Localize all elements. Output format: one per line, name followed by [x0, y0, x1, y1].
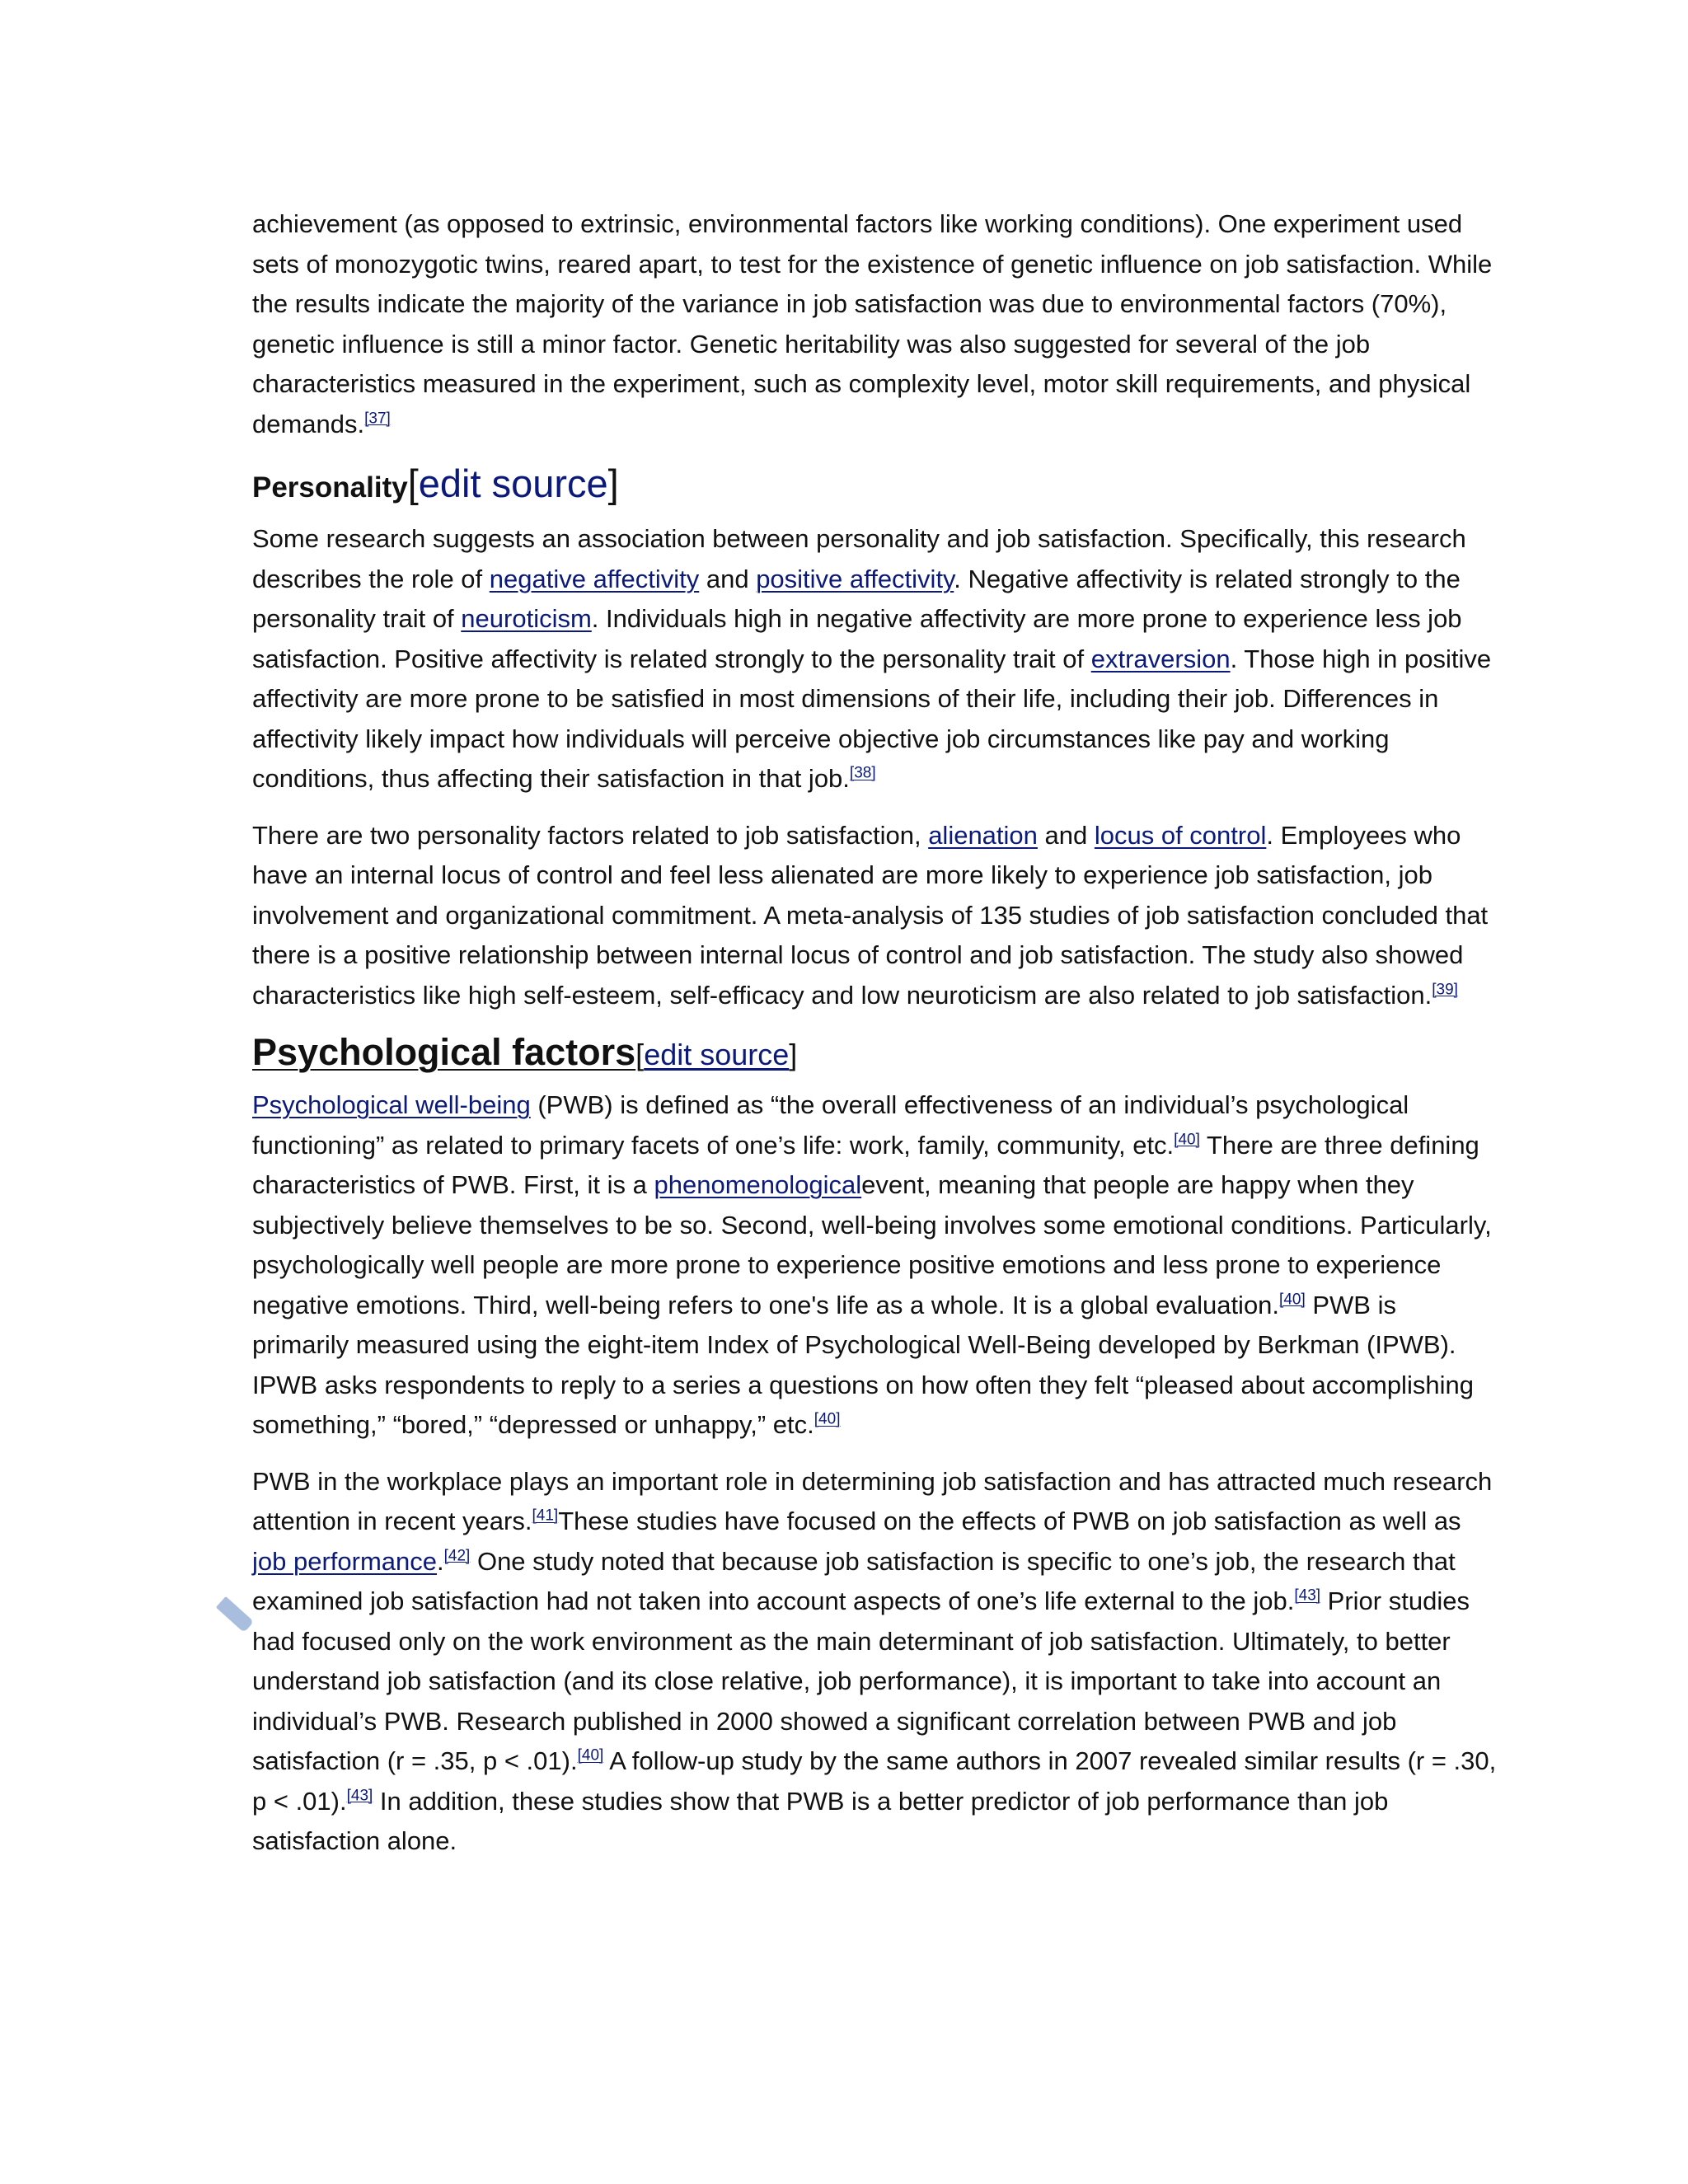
citation-40[interactable]: [40] — [1174, 1131, 1200, 1149]
link-neuroticism[interactable]: neuroticism — [461, 604, 592, 633]
paragraph-affectivity: Some research suggests an association between personality and job satisfaction. Specifically, this research describes the role of negative affectivity and positive affectivity. Negative affectivity is related strongly to the personality trait of neuroticism. Individuals high in negative affectivity are more prone to experience less job satisfaction. Positive affectivity is related strongly to the personality trait of extraversion. Those high in positive affectivity are more prone to be satisfied in most dimensions of their life, including their job. Differences in affectivity likely impact how individuals will perceive objective job circumstances like pay and working conditions, thus affecting their satisfaction in that job.[38] — [252, 524, 1492, 793]
link-positive-affectivity[interactable]: positive affectivity — [756, 564, 954, 593]
link-psychological-well-being[interactable]: Psychological well-being — [252, 1090, 531, 1119]
pencil-icon — [216, 1596, 254, 1633]
citation-39[interactable]: [39] — [1432, 981, 1458, 999]
citation-40[interactable]: [40] — [577, 1746, 604, 1765]
citation-38[interactable]: [38] — [849, 764, 876, 782]
citation-41[interactable]: [41] — [532, 1507, 559, 1525]
citation-43[interactable]: [43] — [346, 1787, 373, 1805]
paragraph-locus-of-control: There are two personality factors related to job satisfaction, alienation and locus of control. Employees who have an internal locus of control and feel less alienated are more likely to experience job satisfaction, job involvement and organizational commitment. A meta-analysis of 135 studies of job satisfaction concluded that there is a positive relationship between internal locus of control and job satisfaction. The study also showed characteristics like high self-esteem, self-efficacy and low neuroticism are also related to job satisfaction.[39] — [252, 820, 1489, 1010]
paragraph-genetics: achievement (as opposed to extrinsic, environmental factors like working conditions). One experiment used sets of monozygotic twins, reared apart, to test for the existence of genetic influence on job satisfaction. While the results indicate the majority of the variance in job satisfaction was due to environmental factors (70%), genetic influence is still a minor factor. Genetic heritability was also suggested for several of the job characteristics measured in the experiment, such as complexity level, motor skill requirements, and physical demands.[37] — [252, 209, 1493, 438]
link-job-performance[interactable]: job performance — [252, 1546, 438, 1576]
document-page — [252, 204, 1497, 1862]
section-heading-psychological-factors: Psychological factors[edit source] — [252, 1031, 798, 1073]
paragraph-pwb-workplace: PWB in the workplace plays an important role in determining job satisfaction and has attracted much research attention in recent years.[41]These studies have focused on the effects of PWB on job satisfaction as well as job performance.[42] One study noted that because job satisfaction is specific to one’s job, the research that examined job satisfaction had not taken into account aspects of one’s life external to the job.[43] Prior studies had focused only on the work environment as the main determinant of job satisfaction. Ultimately, to better understand job satisfaction (and its close relative, job performance), it is important to take into account an individual’s PWB. Research published in 2000 showed a significant correlation between PWB and job satisfaction (r = .35, p < .01).[40] A follow-up study by the same authors in 2007 revealed similar results (r = .30, p < .01).[43] In addition, these studies show that PWB is a better predictor of job performance than job satisfaction alone. — [252, 1466, 1497, 1855]
citation-42[interactable]: [42] — [443, 1547, 471, 1565]
edit-source-link[interactable]: edit source — [644, 1038, 790, 1071]
edit-source-personality: [edit source] — [407, 462, 619, 505]
link-locus-of-control[interactable]: locus of control — [1094, 820, 1267, 850]
citation-40[interactable]: [40] — [1279, 1291, 1306, 1309]
citation-40[interactable]: [40] — [814, 1410, 841, 1428]
link-alienation[interactable]: alienation — [928, 820, 1038, 850]
edit-source-link[interactable]: edit source — [418, 462, 608, 505]
paragraph-pwb-definition: Psychological well-being (PWB) is defined as “the overall effectiveness of an individual’s psychological functioning” as related to primary facets of one’s life: work, family, community, etc.[40] There are three defining characteristics of PWB. First, it is a phenomenologicalevent, meaning that people are happy when they subjectively believe themselves to be so. Second, well-being involves some emotional conditions. Particularly, psychologically well people are more prone to experience positive emotions and less prone to experience negative emotions. Third, well-being refers to one's life as a whole. It is a global evaluation.[40] PWB is primarily measured using the eight-item Index of Psychological Well-Being developed by Berkman (IPWB). IPWB asks respondents to reply to a series a questions on how often they felt “pleased about accomplishing something,” “bored,” “depressed or unhappy,” etc.[40] — [252, 1090, 1492, 1439]
link-phenomenological[interactable]: phenomenological — [654, 1170, 862, 1199]
citation-43[interactable]: [43] — [1294, 1586, 1321, 1605]
citation-37[interactable]: [37] — [364, 410, 391, 428]
edit-source-psychological: [edit source] — [635, 1038, 798, 1071]
link-negative-affectivity[interactable]: negative affectivity — [489, 564, 700, 593]
section-heading-personality: Personality[edit source] — [252, 462, 619, 505]
link-extraversion[interactable]: extraversion — [1090, 644, 1231, 673]
